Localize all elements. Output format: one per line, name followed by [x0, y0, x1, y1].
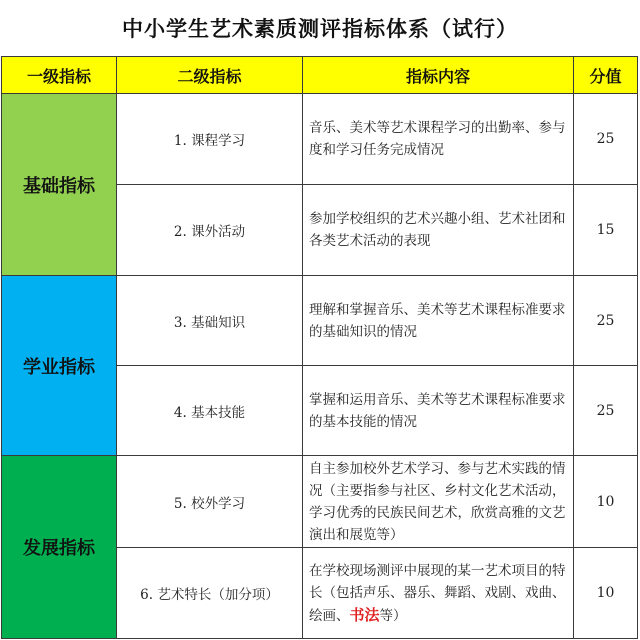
level1-academic: 学业指标 [2, 276, 117, 456]
content-cell: 自主参加校外艺术学习、参与艺术实践的情况（主要指参与社区、乡村文化艺术活动，学习优秀的民族民间艺术，欣赏高雅的文艺演出和展览等） [303, 456, 574, 548]
score-cell: 25 [574, 94, 638, 185]
page-title: 中小学生艺术素质测评指标体系（试行） [122, 17, 518, 41]
level2-cell: 4. 基本技能 [117, 366, 303, 456]
level2-cell: 2. 课外活动 [117, 185, 303, 276]
score-cell: 25 [574, 366, 638, 456]
level1-basic: 基础指标 [2, 94, 117, 276]
level2-cell: 1. 课程学习 [117, 94, 303, 185]
score-cell: 10 [574, 456, 638, 548]
header-level2: 二级指标 [117, 57, 303, 94]
content-cell: 掌握和运用音乐、美术等艺术课程标准要求的基本技能的情况 [303, 366, 574, 456]
level2-cell: 5. 校外学习 [117, 456, 303, 548]
highlight-text: 书法 [349, 605, 380, 624]
header-level1: 一级指标 [2, 57, 117, 94]
content-text-end: 等） [379, 607, 407, 624]
header-score: 分值 [574, 57, 638, 94]
table-row [2, 94, 638, 185]
table-row [2, 276, 638, 366]
table-row [2, 456, 638, 548]
content-cell [303, 548, 574, 639]
level2-cell: 3. 基础知识 [117, 276, 303, 366]
score-cell: 25 [574, 276, 638, 366]
level2-cell: 6. 艺术特长（加分项） [117, 548, 303, 639]
content-cell: 音乐、美术等艺术课程学习的出勤率、参与度和学习任务完成情况 [303, 94, 574, 185]
indicator-table [1, 56, 638, 639]
content-cell: 理解和掌握音乐、美术等艺术课程标准要求的基础知识的情况 [303, 276, 574, 366]
header-content: 指标内容 [303, 57, 574, 94]
score-cell: 15 [574, 185, 638, 276]
table-header-row [2, 57, 638, 94]
content-cell: 参加学校组织的艺术兴趣小组、艺术社团和各类艺术活动的表现 [303, 185, 574, 276]
level1-development: 发展指标 [2, 456, 117, 639]
content-text: 在学校现场测评中展现的某一艺术项目的特长（包括声乐、器乐、舞蹈、戏剧、戏曲、绘画、 [309, 562, 566, 624]
score-cell: 10 [574, 548, 638, 639]
